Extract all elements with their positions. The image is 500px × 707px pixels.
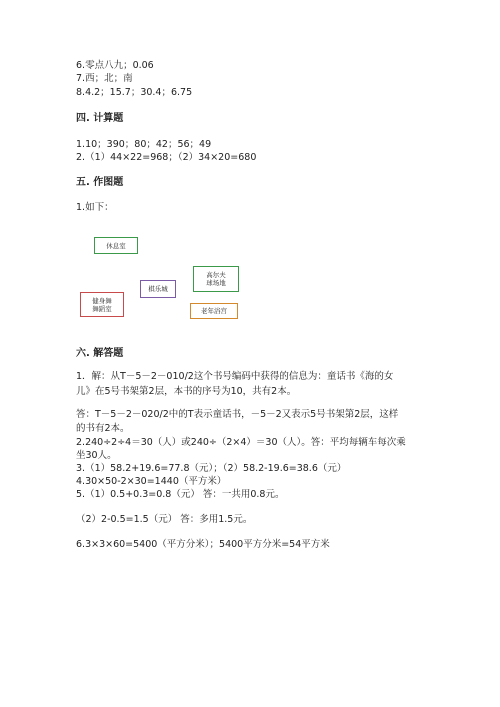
calc-line-2: 2.（1）44×22=968；（2）34×20=680 bbox=[76, 152, 257, 163]
box-golf-label bbox=[206, 271, 226, 287]
box-golf-label-1: 高尔夫 bbox=[206, 271, 226, 279]
solution-line-10: 5.（1）0.5+0.3=0.8（元） 答：一共用0.8元。 bbox=[76, 489, 285, 500]
solution-line-8: 3.（1）58.2+19.6=77.8（元）；（2）58.2-19.6=38.6（元） bbox=[76, 463, 347, 474]
box-elderly-label: 老年浴宫 bbox=[201, 307, 227, 315]
solution-line-1: 1．解：从T－5－2－010/2这个书号编码中获得的信息为：童话书《海的女 bbox=[76, 371, 394, 382]
box-fitness-dance-label bbox=[92, 297, 112, 313]
box-rest-room-label: 休息室 bbox=[106, 241, 126, 250]
box-chess bbox=[140, 280, 176, 298]
solution-line-4: 答：T－5－2－020/2中的T表示童话书，－5－2又表示5号书架第2层，这样 bbox=[76, 409, 399, 420]
solution-line-5: 的书有2本。 bbox=[76, 423, 130, 434]
solution-line-14: 6.3×3×60=5400（平方分米）；5400平方分米=54平方米 bbox=[76, 539, 330, 550]
box-golf bbox=[193, 266, 239, 292]
section-title-solutions: 六. 解答题 bbox=[76, 348, 124, 359]
box-fitness-label-2: 舞蹈室 bbox=[92, 304, 112, 313]
solution-line-9: 4.30×50-2×30=1440（平方米） bbox=[76, 476, 227, 487]
box-chess-label: 棋乐城 bbox=[148, 285, 168, 293]
solution-line-6: 2.240÷2÷4＝30（人）或240÷（2×4）＝30（人）。答：平均每辆车每次乘 bbox=[76, 437, 406, 448]
box-fitness-dance bbox=[80, 292, 124, 317]
drawing-line-1: 1.如下： bbox=[76, 202, 114, 213]
answer-line-7: 7.西；北；南 bbox=[76, 73, 133, 84]
box-golf-label-2: 球场地 bbox=[206, 279, 226, 287]
answer-line-6: 6.零点八九；0.06 bbox=[76, 60, 154, 71]
box-elderly bbox=[190, 303, 238, 319]
answer-line-8: 8.4.2；15.7；30.4；6.75 bbox=[76, 87, 193, 98]
section-title-calc: 四. 计算题 bbox=[76, 113, 124, 124]
solution-line-7: 坐30人。 bbox=[76, 450, 117, 461]
solution-line-2: 儿》在5号书架第2层，本书的序号为10，共有2本。 bbox=[76, 386, 297, 397]
box-rest-room bbox=[94, 237, 138, 254]
calc-line-1: 1.10；390；80；42；56；49 bbox=[76, 139, 212, 150]
box-fitness-label-1: 健身舞 bbox=[92, 296, 112, 305]
solution-line-12: （2）2-0.5=1.5（元） 答：多用1.5元。 bbox=[76, 514, 253, 525]
section-title-drawing: 五. 作图题 bbox=[76, 177, 124, 188]
